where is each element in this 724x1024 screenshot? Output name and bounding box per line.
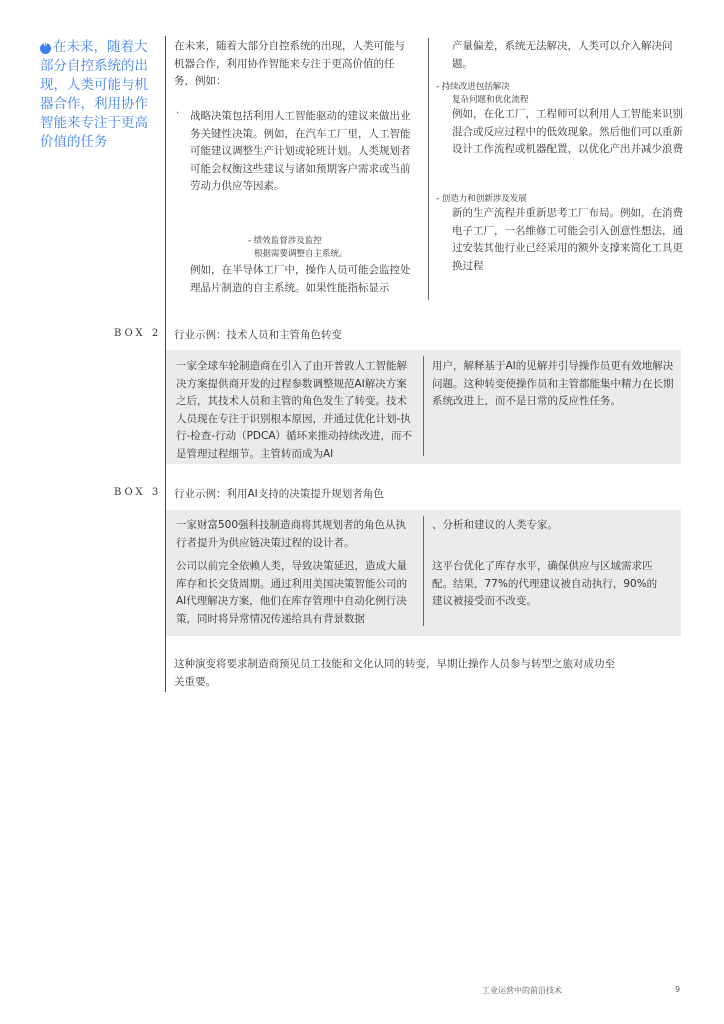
perf-body: 例如，在半导体工厂中，操作人员可能会监控处理晶片制造的自主系统。如果性能指标显示 xyxy=(190,264,411,294)
ci-heading: - 持续改进包括解决 xyxy=(436,82,510,92)
box3-label: BOX 3 xyxy=(114,487,162,498)
box3-title: 行业示例：利用AI支持的决策提升规划者角色 xyxy=(174,488,384,500)
cr-body: 新的生产流程并重新思考工厂布局。例如，在消费电子工厂，一名维修工可能会引入创意性想法，通过安装其他行业已经采用的额外支撑来简化工具更换过程 xyxy=(452,207,683,272)
column-divider-top xyxy=(428,38,429,300)
box2-left-text: 一家全球车轮制造商在引入了由开普敦人工智能解决方案提供商开发的过程参数调整规范AI解决方案之后，其技术人员和主管的角色发生了转变。技术人员现在专注于识别根本原因，并通过优化计划-执行-检查-行动（PDCA）循环来推动持续改进，而不是管理过程细节。主管转而成为AI xyxy=(176,360,413,460)
box3-closing-text: 这种演变将要求制造商预见员工技能和文化认同的转变，早期让操作人员参与转型之旅对成功至关重要。 xyxy=(174,658,615,688)
pull-quote-text: 在未来，随着大部分自控系统的出现，人类可能与机器合作，利用协作智能来专注于更高价值的任务 xyxy=(40,39,148,150)
footer-title: 工业运营中的前沿技术 xyxy=(482,986,562,995)
box3-divider xyxy=(423,516,424,626)
box3-left-text-1: 一家财富500强科技制造商将其规划者的角色从执行者提升为供应链决策过程的设计者。 xyxy=(176,519,407,549)
pull-quote xyxy=(40,38,152,152)
box2-right-text: 用户，解释基于AI的见解并引导操作员更有效地解决问题。这种转变使操作员和主管都能集中精力在长期系统改进上，而不是日常的反应性任务。 xyxy=(432,360,674,407)
box2-divider xyxy=(423,356,424,456)
box2-label: BOX 2 xyxy=(114,328,162,339)
perf-subheading: 根据需要调整自主系统。 xyxy=(254,249,348,259)
page-number: 9 xyxy=(675,985,681,994)
bullet-strategic-decisions: 战略决策包括利用人工智能驱动的建议来做出业务关键性决策。例如，在汽车工厂里，人工智能可能建议调整生产计划或轮班计划。人类规划者可能会权衡这些建议与诸如预期客户需求或当前劳动力供应等因素。 xyxy=(190,110,411,192)
quote-icon: “ xyxy=(40,43,51,54)
box3-right-text-2: 这平台优化了库存水平，确保供应与区域需求匹配。结果，77%的代理建议被自动执行，90%的建议被接受而不改变。 xyxy=(432,560,658,607)
ci-subheading: 复杂问题和优化流程 xyxy=(452,95,529,105)
perf-heading: - 绩效监督涉及监控 xyxy=(248,236,322,246)
cr-heading: - 创造力和创新涉及发展 xyxy=(436,194,527,204)
box3-right-text-1: 、分析和建议的人类专家。 xyxy=(432,519,558,531)
right-continuation: 产量偏差，系统无法解决，人类可以介入解决问题。 xyxy=(452,40,673,70)
bullet-mark: · xyxy=(176,108,180,119)
ci-body: 例如，在化工厂，工程师可以利用人工智能来识别混合或反应过程中的低效现象。然后他们可以重新设计工作流程或机器配置，以优化产出并减少浪费 xyxy=(452,108,683,155)
box3-left-text-2: 公司以前完全依赖人类，导致决策延迟，造成大量库存和长交货周期。通过利用美国决策智能公司的AI代理解决方案，他们在库存管理中自动化例行决策，同时将异常情况传递给具有背景数据 xyxy=(176,560,407,625)
box2-title: 行业示例：技术人员和主管角色转变 xyxy=(174,329,342,341)
intro-lead: 在未来，随着大部分自控系统的出现，人类可能与机器合作，利用协作智能来专注于更高价值的任务，例如： xyxy=(174,40,405,87)
